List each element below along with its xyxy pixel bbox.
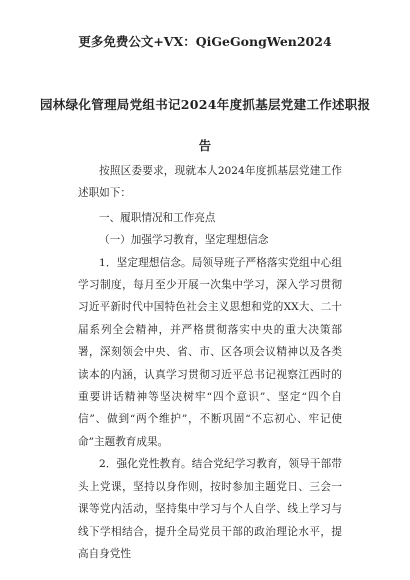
document-title bbox=[40, 84, 370, 166]
section-heading-1: 一、履职情况和工作亮点 bbox=[99, 211, 216, 224]
intro-paragraph: 按照区委要求，现就本人2024年度抓基层党建工作述职如下： bbox=[78, 165, 342, 200]
title-line-1: 园林绿化管理局党组书记2024年度抓基层党建工作述职报 bbox=[40, 97, 371, 112]
subsection-heading-1: （一）加强学习教育，坚定理想信念 bbox=[99, 234, 269, 247]
paragraph-2: 2．强化党性教育。结合党纪学习教育，领导干部带头上党课，坚持以身作则，按时参加主题党日、三会一课等党内活动，坚持集中学习与个人自学、线上学习与线下学相结合，提升全局党员干部的政治理论水平，提高自身党性 bbox=[78, 458, 342, 560]
title-line-2: 告 bbox=[198, 138, 212, 153]
watermark-text: 更多免费公文+VX：QiGeGongWen2024 bbox=[78, 34, 332, 49]
document-body bbox=[78, 160, 342, 565]
paragraph-1: 1．坚定理想信念。局领导班子严格落实党组中心组学习制度，每月至少开展一次集中学习，深入学习贯彻习近平新时代中国特色社会主义思想和党的XX大、二十届系列全会精神，并严格贯彻落实中央的重大决策部署，深刻领会中央、省、市、区各项会议精神以及各类读本的内涵，认真学习贯彻习近平总书记视察江西时的重要讲话精神等坚决树牢“四个意识”、坚定“四个自信”、做到“两个维护”，不断巩固“不忘初心、牢记使命”主题教育成果。 bbox=[78, 256, 342, 448]
